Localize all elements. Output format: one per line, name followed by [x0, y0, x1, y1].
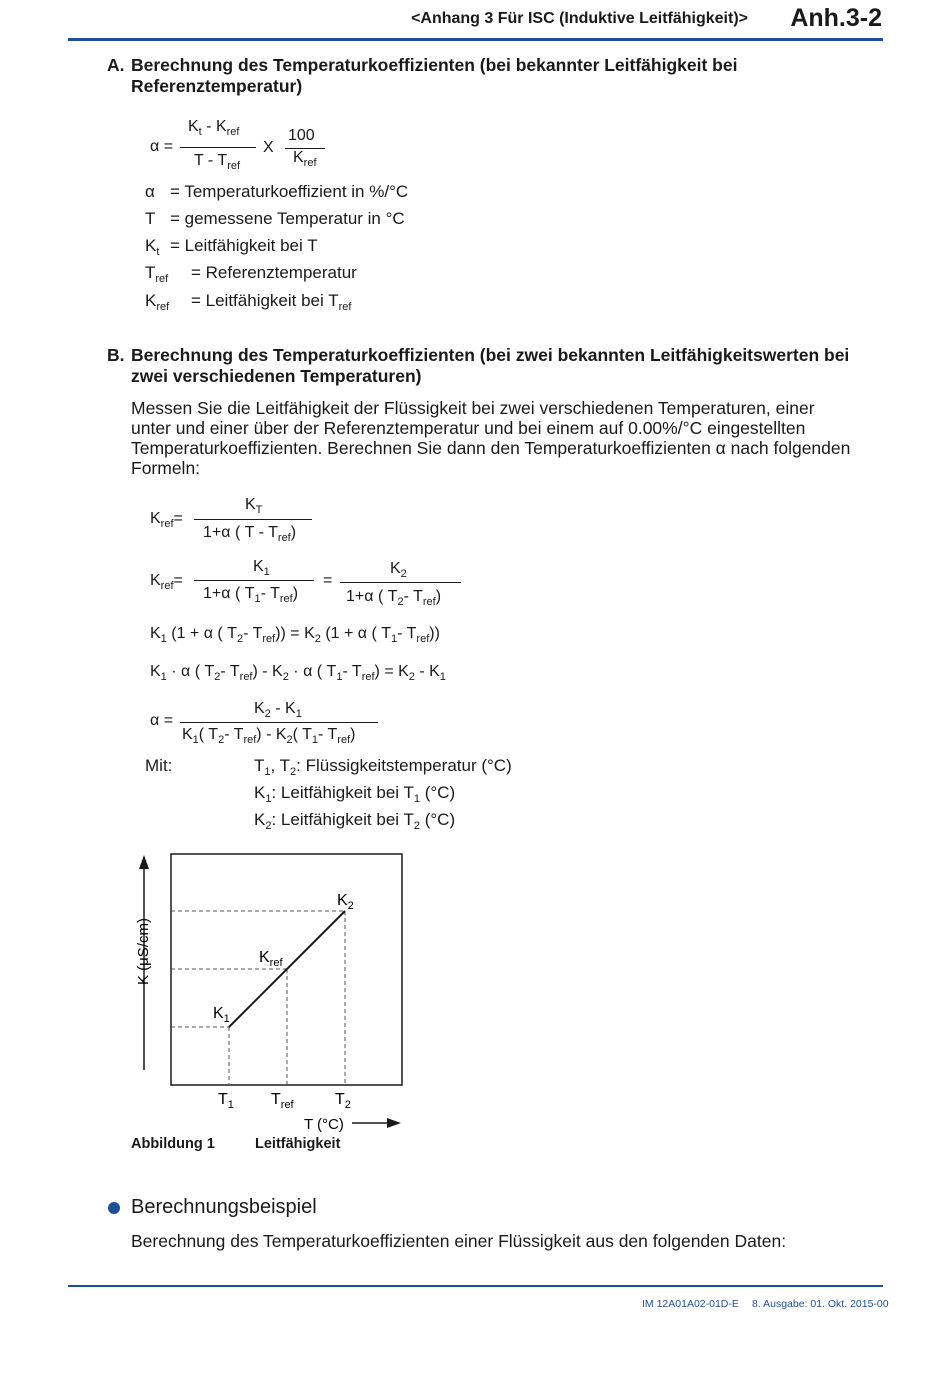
eq2-equals: =: [323, 572, 333, 589]
section-a-letter: A.: [107, 55, 125, 75]
paragraph-line: Formeln:: [131, 458, 201, 478]
page-number: Anh.3-2: [790, 4, 882, 32]
section-b-letter: B.: [107, 345, 125, 365]
section-a-title-line2: Referenztemperatur): [131, 76, 303, 96]
mit-row: $K_2$: Leitfähigkeit bei $T_2$ (°C): [254, 810, 456, 832]
point-label-k2: $K_2$: [337, 892, 354, 912]
tick-label-t2: $T_2$: [335, 1091, 351, 1111]
section-a-title: [107, 55, 738, 97]
eq5-fraction-line: [180, 722, 378, 723]
example-text: Berechnung des Temperaturkoeffizienten einer Flüssigkeit aus den folgenden Daten:: [131, 1231, 787, 1251]
section-b-title-line2: zwei verschiedenen Temperaturen): [131, 366, 422, 386]
footer-doc-id: IM 12A01A02-01D-E: [642, 1298, 739, 1310]
mit-row: $K_1$: Leitfähigkeit bei $T_1$ (°C): [254, 783, 456, 805]
variable-desc: = Leitfähigkeit bei $T_{ref}$: [191, 291, 352, 313]
formula-a-lhs: α =: [150, 138, 174, 155]
eq1-fraction-line: [194, 519, 312, 520]
formula-a-times: X: [263, 139, 274, 156]
variable-desc: = Referenztemperatur: [191, 263, 357, 282]
mit-row: $T_1$, $T_2$: Flüssigkeitstemperatur (°C): [254, 756, 512, 778]
conductivity-line: [229, 911, 345, 1027]
y-axis-label: K (μS/cm): [135, 918, 152, 985]
tick-label-t1: $T_1$: [218, 1091, 234, 1111]
variable-desc: = Temperaturkoeffizient in %/°C: [170, 182, 409, 201]
eq1-denominator: 1+α ( T - $T_{ref}$): [203, 524, 297, 544]
section-b-title: [107, 345, 850, 387]
eq5-lhs: α =: [150, 712, 174, 729]
point-label-k1: $K_1$: [213, 1005, 230, 1025]
figure-caption-number: Abbildung 1: [131, 1136, 215, 1152]
variable-row: T: [145, 209, 156, 228]
footer-edition: 8. Ausgabe: 01. Okt. 2015-00: [752, 1298, 889, 1310]
paragraph-line: Temperaturkoeffizienten. Berechnen Sie dann den Temperaturkoeffizienten α nach folgenden: [131, 438, 851, 458]
figure-caption-title: Leitfähigkeit: [255, 1136, 341, 1152]
eq2-denominator-1: 1+α ( $T_1-$ $T_{ref}$): [203, 585, 299, 605]
equation-3: $K_1$ (1 + α ( $T_2-$ $T_{ref})) = K_2$ (1 + α ( $T_1-$ $T_{ref}$)): [150, 625, 440, 645]
paragraph-line: Messen Sie die Leitfähigkeit der Flüssigkeit bei zwei verschiedenen Temperaturen, einer: [131, 398, 815, 418]
variable-desc: = gemessene Temperatur in °C: [170, 209, 405, 228]
x-axis-label: T (°C): [304, 1116, 344, 1133]
mit-label: Mit:: [145, 756, 173, 775]
formula-a-num1: $K_t - K_{ref}$: [188, 118, 240, 138]
variable-row: $K_{ref}$: [145, 291, 170, 313]
footer-rule: [68, 1285, 883, 1287]
example-heading: Berechnungsbeispiel: [131, 1196, 317, 1218]
equation-4: $K_1 \cdot \alpha$ ( $T_2-$ $T_{ref}) - K_2 \cdot \alpha$ ( $T_1-$ $T_{ref}) = K_2 - K_1$: [150, 663, 446, 683]
eq1-lhs: $K_{ref}=$: [150, 510, 183, 530]
eq2-fraction-line-1: [194, 580, 314, 581]
header-rule: [68, 38, 883, 41]
eq5-denominator: $K_1$( $T_2-$ $T_{ref}) - K_2$( $T_1-$ $T_{ref}$): [182, 726, 356, 746]
y-axis-arrow-head: [139, 855, 149, 869]
formula-a-den2: $K_{ref}$: [293, 149, 317, 169]
section-a-title-line1: Berechnung des Temperaturkoeffizienten (bei bekannter Leitfähigkeit bei: [131, 55, 738, 75]
eq2-fraction-line-2: [340, 582, 461, 583]
paragraph-line: unter und einer über der Referenztemperatur und bei einem auf 0.00%/°C eingestellten: [131, 418, 806, 438]
formula-a-num2: 100: [288, 127, 315, 144]
x-axis-arrow-head: [387, 1118, 401, 1128]
variable-row: $K_t$: [145, 236, 160, 258]
variable-row: α: [145, 182, 155, 201]
eq1-numerator: $K_T$: [245, 496, 263, 516]
eq2-lhs: $K_{ref}=$: [150, 572, 183, 592]
section-b-title-line1: Berechnung des Temperaturkoeffizienten (bei zwei bekannten Leitfähigkeitswerten bei: [131, 345, 850, 365]
conductivity-diagram: [120, 845, 420, 1135]
variable-row: $T_{ref}$: [145, 263, 169, 285]
eq5-numerator: $K_2 - K_1$: [254, 700, 302, 720]
eq2-denominator-2: 1+α ( $T_2-$ $T_{ref}$): [346, 588, 442, 608]
header-title: <Anhang 3 Für ISC (Induktive Leitfähigkeit)>: [411, 10, 748, 27]
formula-a-fraction-line1: [180, 147, 256, 148]
formula-a-den1: T - $T_{ref}$: [194, 152, 241, 172]
eq2-numerator-1: $K_1$: [253, 558, 270, 578]
point-label-kref: $K_{ref}$: [259, 949, 283, 969]
section-b-paragraph: [131, 398, 850, 478]
bullet-icon: [108, 1202, 120, 1214]
tick-label-tref: $T_{ref}$: [271, 1091, 294, 1111]
eq2-numerator-2: $K_2$: [390, 560, 407, 580]
variable-desc: = Leitfähigkeit bei T: [170, 236, 318, 255]
